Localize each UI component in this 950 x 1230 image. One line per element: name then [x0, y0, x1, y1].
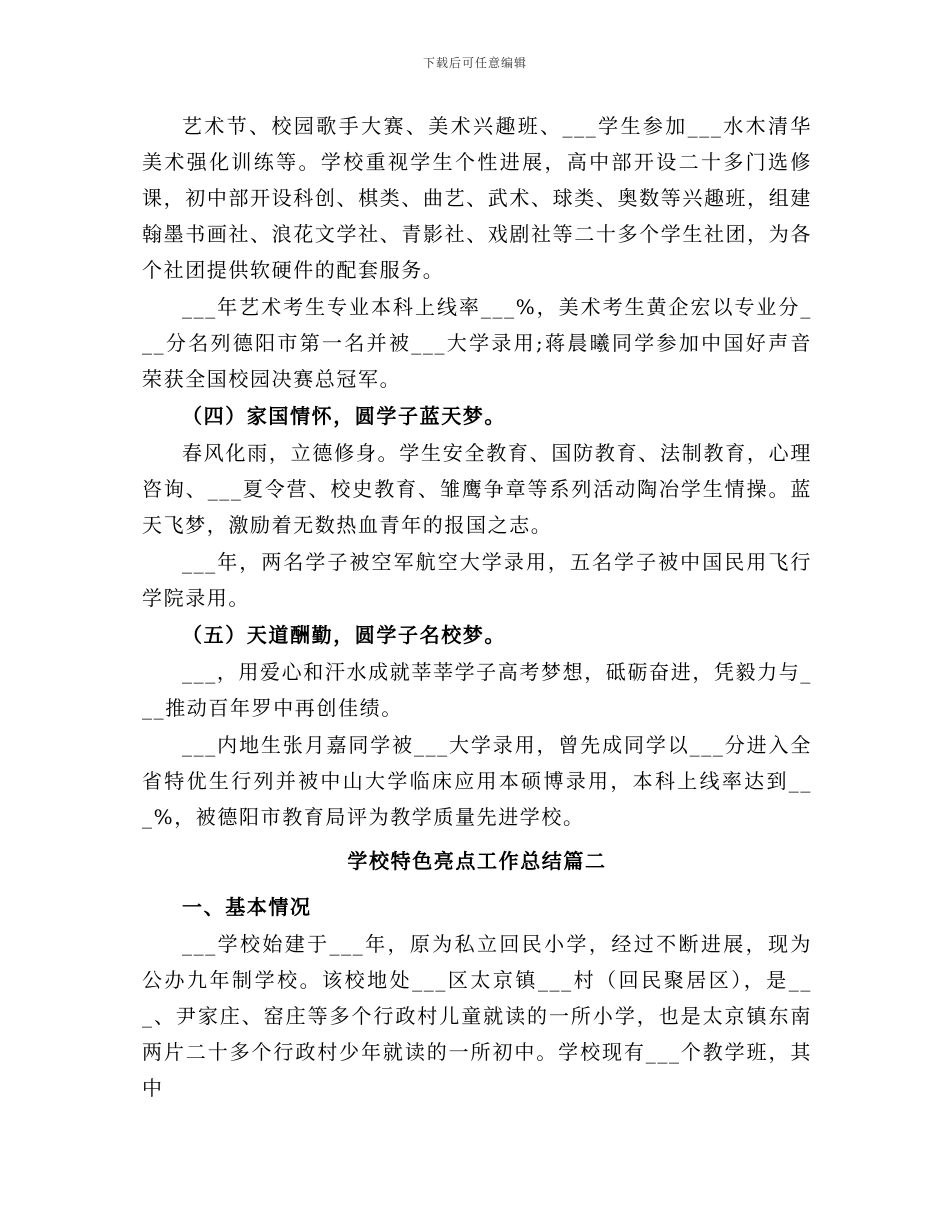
- paragraph-school-history: ___学校始建于___年，原为私立回民小学，经过不断进展，现为公办九年制学校。该校地处___区太京镇___村（回民聚居区），是___、尹家庄、窑庄等多个行政村儿童就读的一所小学，也是太京镇东南两片二十多个行政村少年就读的一所初中。学校现有___个教学班，其中: [142, 932, 812, 1100]
- paragraph-art-results: ___年艺术考生专业本科上线率___%，美术考生黄企宏以专业分___分名列德阳市第一名并被___大学录用;蒋晨曦同学参加中国好声音荣获全国校园决赛总冠军。: [142, 295, 812, 391]
- paragraph-diligence: ___，用爱心和汗水成就莘莘学子高考梦想，砥砺奋进，凭毅力与___推动百年罗中再创佳绩。: [142, 660, 812, 720]
- paragraph-admission-results: ___内地生张月嘉同学被___大学录用，曾先成同学以___分进入全省特优生行列并被中山大学临床应用本硕博录用，本科上线率达到___%，被德阳市教育局评为教学质量先进学校。: [142, 733, 812, 829]
- heading-section-four: （四）家国情怀，圆学子蓝天梦。: [182, 404, 506, 428]
- paragraph-activities: 艺术节、校园歌手大赛、美术兴趣班、___学生参加___水木清华美术强化训练等。学校重视学生个性进展，高中部开设二十多门选修课，初中部开设科创、棋类、曲艺、武术、球类、奥数等兴趣班，组建翰墨书画社、浪花文学社、青影社、戏剧社等二十多个学生社团，为各个社团提供软硬件的配套服务。: [142, 114, 812, 282]
- page-header: 下载后可任意编辑: [422, 56, 527, 70]
- heading-section-five: （五）天道酬勤，圆学子名校梦。: [182, 623, 506, 647]
- paragraph-moral-education: 春风化雨，立德修身。学生安全教育、国防教育、法制教育，心理咨询、___夏令营、校史教育、雏鹰争章等系列活动陶冶学生情操。蓝天飞梦，激励着无数热血青年的报国之志。: [142, 441, 812, 537]
- section-title-part-two: 学校特色亮点工作总结篇二: [347, 849, 607, 873]
- paragraph-aviation-results: ___年，两名学子被空军航空大学录用，五名学子被中国民用飞行学院录用。: [142, 550, 812, 610]
- heading-basic-info: 一、基本情况: [182, 895, 312, 919]
- document-body: [142, 108, 812, 1107]
